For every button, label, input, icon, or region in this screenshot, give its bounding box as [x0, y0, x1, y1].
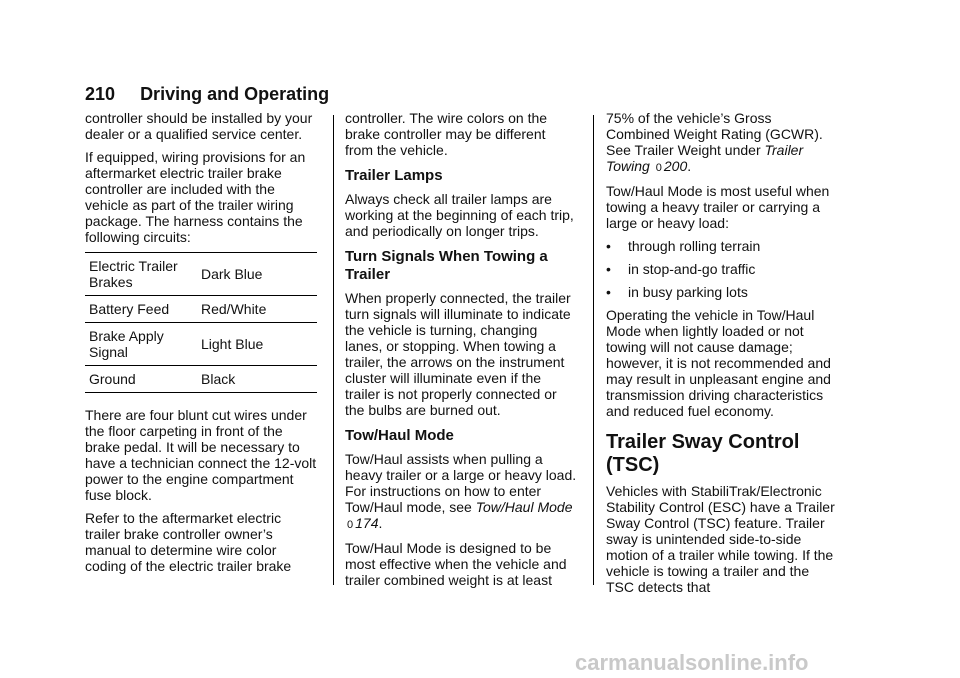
- page-header: [85, 84, 329, 105]
- paragraph: Always check all trailer lamps are working at the beginning of each trip, and periodically on longer trips.: [345, 191, 574, 239]
- paragraph: 75% of the vehicle’s Gross Combined Weight Rating (GCWR). See Trailer Weight under Trailer Towing 0 200.: [606, 110, 823, 174]
- paragraph: Tow/Haul Mode is most useful when towing a heavy trailer or carrying a large or heavy load:: [606, 183, 830, 231]
- list-item: [606, 261, 838, 277]
- table-row: [85, 253, 317, 296]
- color-cell: Light Blue: [197, 323, 317, 366]
- cross-reference-page[interactable]: 200: [663, 158, 688, 174]
- cross-reference-link[interactable]: Trailer Towing: [606, 142, 804, 174]
- column-divider: [593, 115, 594, 585]
- paragraph: controller should be installed by your dealer or a qualified service center.: [85, 110, 313, 142]
- paragraph: Vehicles with StabiliTrak/Electronic Stability Control (ESC) have a Trailer Sway Control (TSC) feature. Trailer sway is unintended side-to-side motion of a trailer while towing. If the vehicle is towing a trailer and the TSC detects that: [606, 483, 835, 595]
- column-1: [85, 110, 317, 581]
- color-cell: Black: [197, 366, 317, 393]
- table-row: [85, 296, 317, 323]
- table-row: [85, 323, 317, 366]
- list-item: [606, 284, 838, 300]
- table-row: [85, 366, 317, 393]
- paragraph: Refer to the aftermarket electric trailer brake controller owner’s manual to determine wire color coding of the electric trailer brake: [85, 510, 292, 574]
- circuit-cell: Electric Trailer Brakes: [85, 253, 197, 296]
- circuit-cell: Battery Feed: [85, 296, 197, 323]
- cross-reference-page[interactable]: 174: [355, 515, 379, 531]
- page-number: 210: [85, 84, 116, 104]
- paragraph: If equipped, wiring provisions for an aftermarket electric trailer brake controller are included with the vehicle as part of the trailer wiring package. The harness contains the following circuits:: [85, 149, 306, 245]
- page-ref-icon: 0: [655, 162, 662, 174]
- paragraph: Tow/Haul assists when pulling a heavy trailer or a large or heavy load. For instructions on how to enter Tow/Haul mode, see Tow/Haul Mode 0 174.: [345, 451, 577, 531]
- column-2: [345, 110, 577, 595]
- list-item-text: in busy parking lots: [628, 284, 748, 300]
- section-title: Driving and Operating: [140, 84, 330, 104]
- text: 75% of the vehicle’s Gross Combined Weight Rating (GCWR). See Trailer Weight under: [606, 110, 823, 158]
- bullet-icon: •: [606, 284, 611, 300]
- paragraph: Operating the vehicle in Tow/Haul Mode when lightly loaded or not towing will not cause damage; however, it is not recommended and may result in unpleasant engine and transmission driving characteristics and reduced fuel economy.: [606, 307, 831, 419]
- list-item: [606, 238, 838, 254]
- color-cell: Red/White: [197, 296, 317, 323]
- circuit-cell: Ground: [85, 366, 197, 393]
- circuit-cell: Brake Apply Signal: [85, 323, 197, 366]
- cross-reference-link[interactable]: Tow/Haul Mode: [475, 499, 573, 515]
- text: Tow/Haul assists when pulling a heavy trailer or a large or heavy load. For instructions on how to enter Tow/Haul mode, see: [345, 451, 577, 515]
- column-3: [606, 110, 838, 602]
- paragraph: There are four blunt cut wires under the floor carpeting in front of the brake pedal. It will be necessary to have a technician connect the 12-volt power to the engine compartment fuse block.: [85, 407, 317, 503]
- heading-tow-haul: Tow/Haul Mode: [345, 427, 454, 444]
- watermark: carmanualsonline.info: [575, 650, 809, 675]
- heading-trailer-sway: Trailer Sway Control (TSC): [606, 431, 800, 476]
- page-ref-icon: 0: [347, 519, 354, 531]
- paragraph: When properly connected, the trailer turn signals will illuminate to indicate the vehicle is turning, changing lanes, or stopping. When towing a trailer, the arrows on the instrument cluster will illuminate even if the trailer is not properly connected or the bulbs are burned out.: [345, 290, 571, 418]
- heading-turn-signals: Turn Signals When Towing a Trailer: [345, 248, 548, 283]
- column-divider: [333, 115, 334, 585]
- list-item-text: through rolling terrain: [628, 238, 761, 254]
- bullet-icon: •: [606, 261, 611, 277]
- list-item-text: in stop-and-go traffic: [628, 261, 756, 277]
- heading-trailer-lamps: Trailer Lamps: [345, 167, 443, 184]
- color-cell: Dark Blue: [197, 253, 317, 296]
- paragraph: controller. The wire colors on the brake controller may be different from the vehicle.: [345, 110, 548, 158]
- paragraph: Tow/Haul Mode is designed to be most effective when the vehicle and trailer combined weight is at least: [345, 540, 567, 588]
- bullet-icon: •: [606, 238, 611, 254]
- circuit-table: [85, 252, 317, 393]
